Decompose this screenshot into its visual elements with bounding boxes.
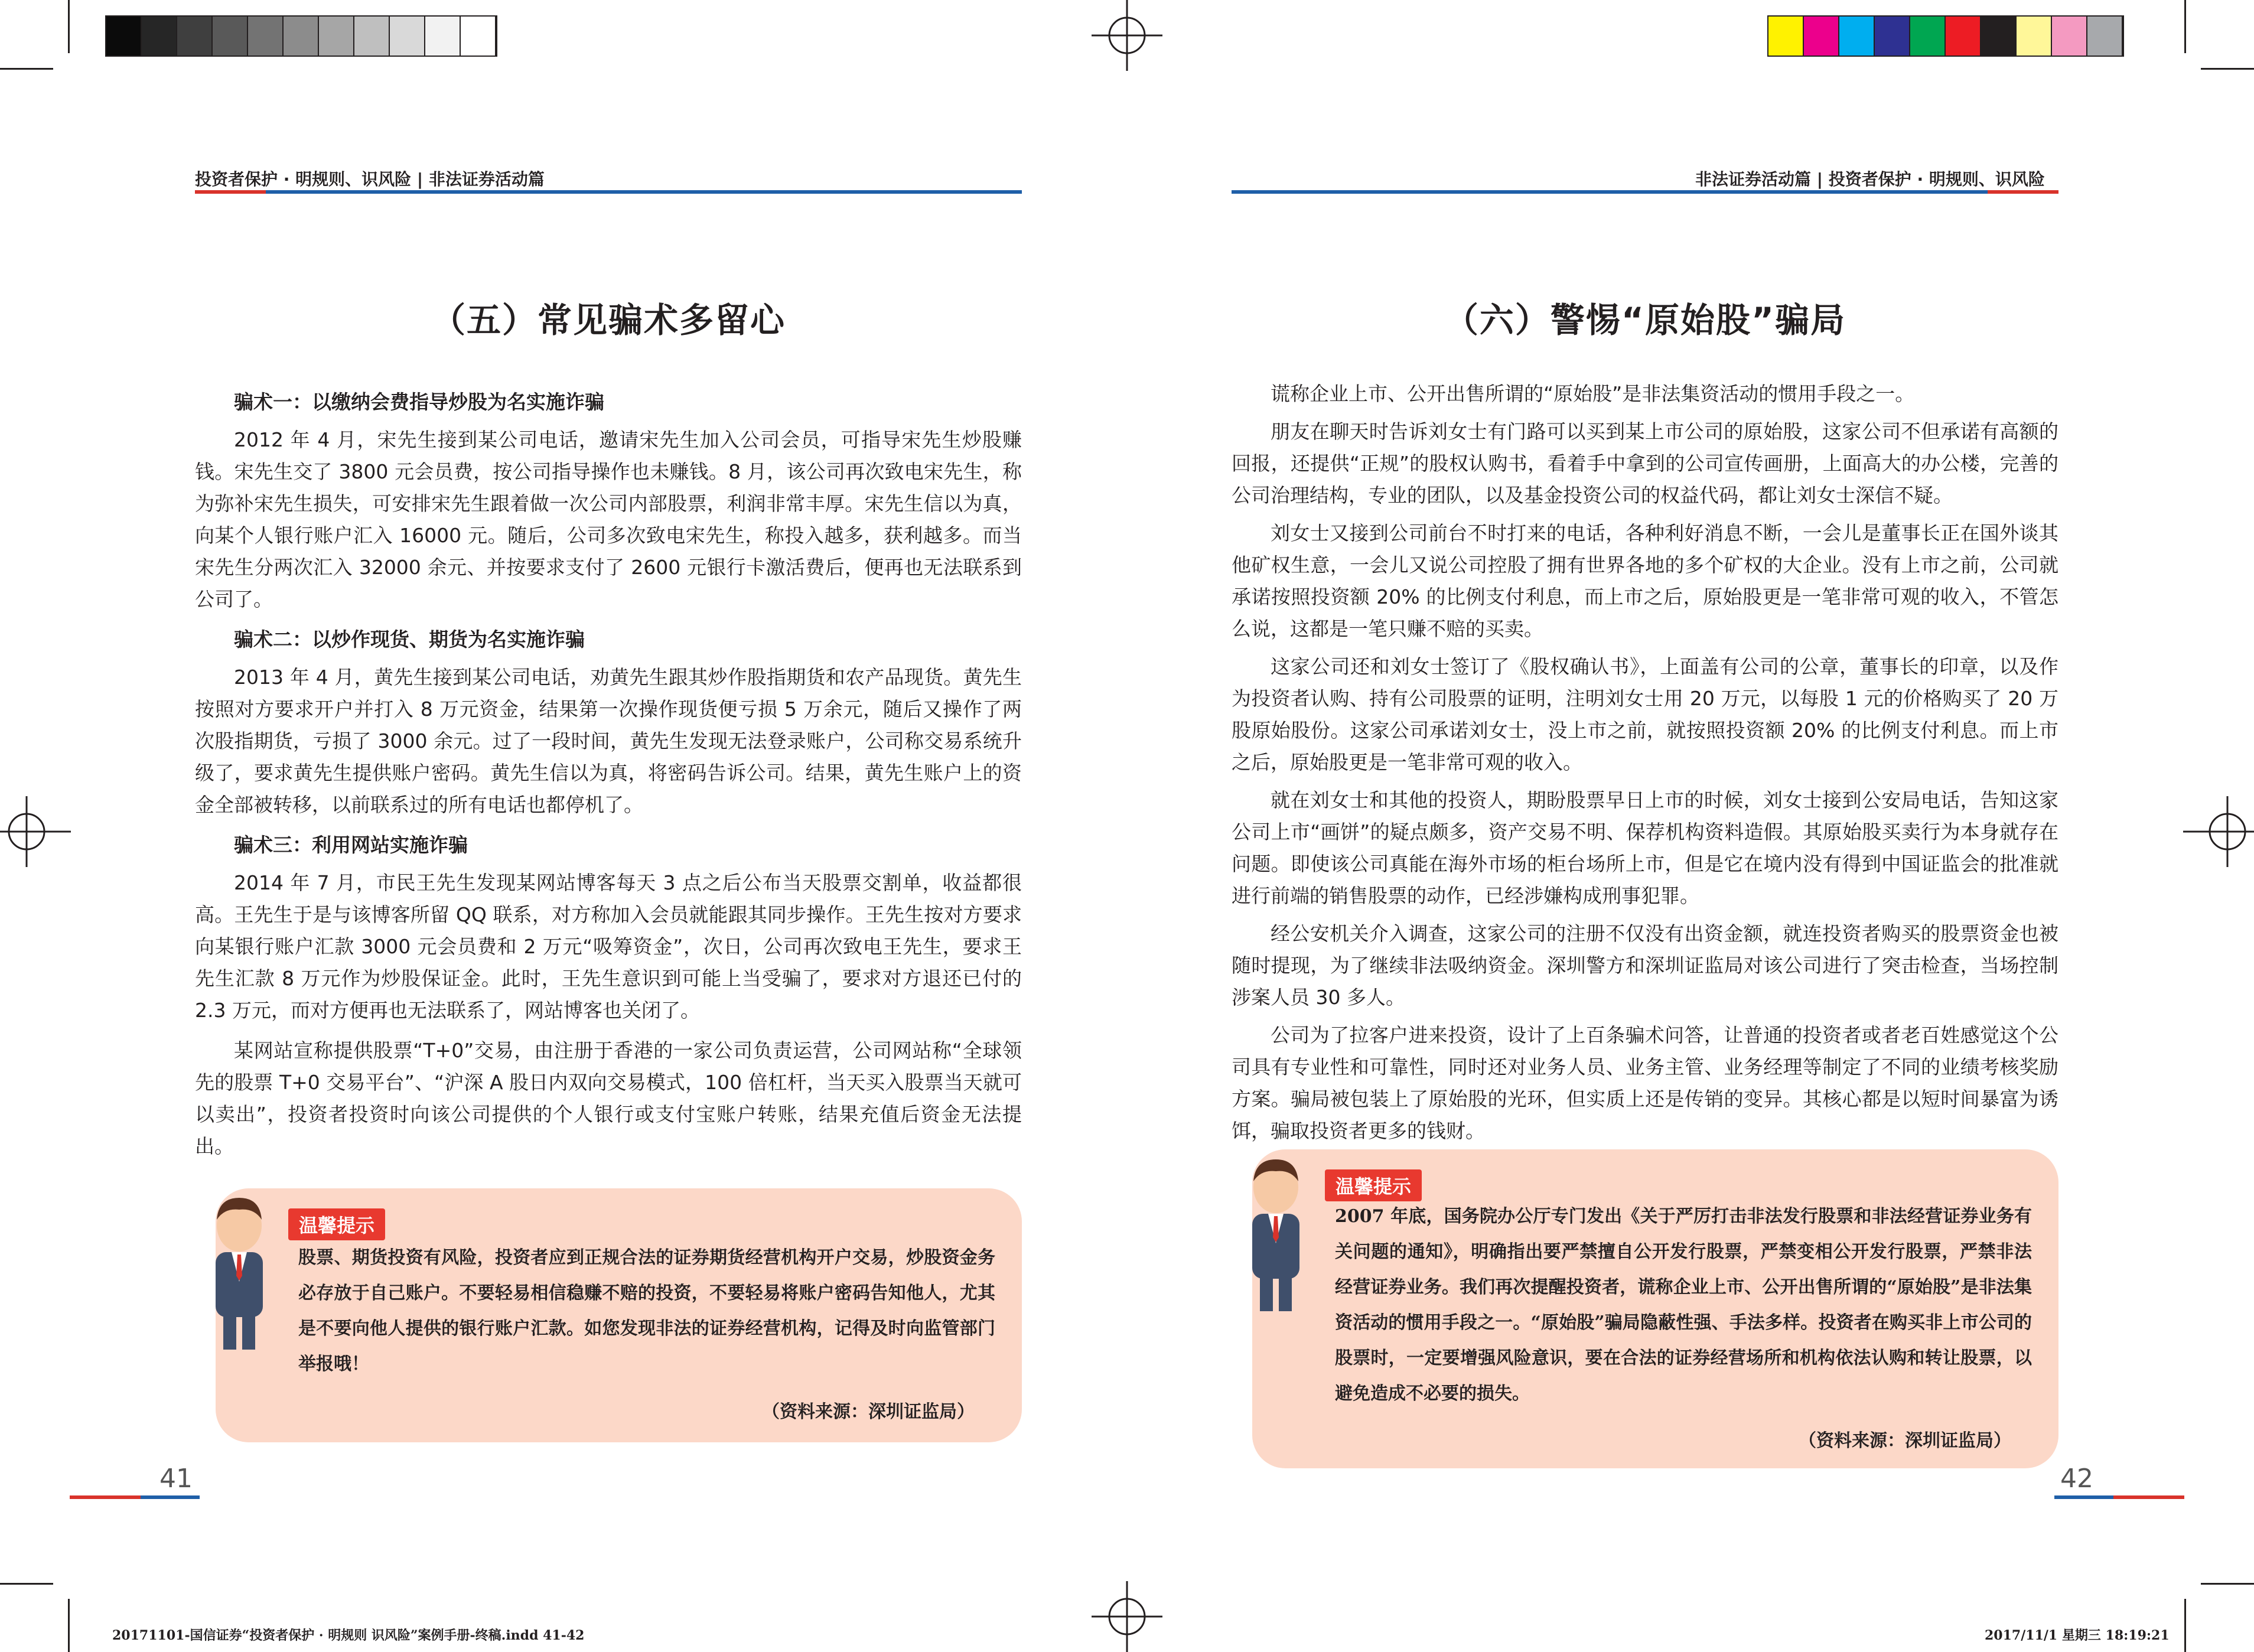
tip-source-right: （资料来源：深圳证监局）: [1799, 1431, 2011, 1451]
gray-swatch: [177, 17, 213, 56]
slug-filename: 20171101-国信证券“投资者保护 · 明规则 识风险”案例手册-终稿.indd 41-42: [112, 1628, 585, 1643]
paragraph-7: 公司为了拉客户进来投资，设计了上百条骗术问答，让普通的投资者或者老百姓感觉这个公司具有专业性和可靠性，同时还对业务人员、业务主管、业务经理等制定了不同的业绩考核奖励方案。骗局被包装上了原始股的光环，但实质上还是传销的变异。其核心都是以短时间暴富为诱饵，骗取投资者更多的钱财。: [1232, 1024, 2058, 1142]
header-rule-red: [195, 190, 266, 194]
tip-label-right: 温馨提示: [1325, 1169, 1422, 1201]
advisor-avatar-icon: [201, 1193, 278, 1353]
crop-mark: [0, 1583, 53, 1585]
gray-swatch: [284, 17, 319, 56]
gray-swatch: [390, 17, 425, 56]
extra-paragraph: 某网站宣称提供股票“T+0”交易，由注册于香港的一家公司负责运营，公司网站称“全球领先的股票 T+0 交易平台”、“沪深 A 股日内双向交易模式，100 倍杠杆，当天买入股票当天就可以卖出”，投资者投资时向该公司提供的个人银行或支付宝账户转账，结果充值后资金无法提出。: [195, 1039, 1022, 1158]
section-title-left: （五）常见骗术多留心: [431, 300, 786, 340]
footer-rule-red-right: [2113, 1495, 2184, 1499]
running-head-right: 非法证券活动篇 | 投资者保护 · 明规则、识风险: [1695, 170, 2045, 189]
crop-mark: [2201, 1583, 2254, 1585]
gray-swatch: [354, 17, 390, 56]
registration-mark-right: [2183, 796, 2254, 867]
color-swatch: [1946, 17, 1981, 56]
page-number-right: 42: [2060, 1464, 2093, 1494]
crop-mark: [2184, 0, 2186, 53]
registration-mark-left: [0, 796, 71, 867]
color-calibration-bar: [1767, 15, 2124, 57]
paragraph-1: 谎称企业上市、公开出售所谓的“原始股”是非法集资活动的惯用手段之一。: [1271, 382, 1915, 405]
advisor-avatar-icon-right: [1237, 1155, 1314, 1314]
scam-body-1: 2012 年 4 月，宋先生接到某公司电话，邀请宋先生加入公司会员，可指导宋先生炒股赚钱。宋先生交了 3800 元会员费，按公司指导操作也未赚钱。8 月，该公司再次致电宋先生，称为弥补宋先生损失，可安排宋先生跟着做一次公司内部股票，利润非常丰厚。宋先生信以为真，向某个人银行账户汇入 16000 元。随后，公司多次致电宋先生，称投入越多，获利越多。而当宋先生分两次汇入 32000 余元、并按要求支付了 2600 元银行卡激活费后，便再也无法联系到公司了。: [195, 428, 1022, 611]
tip-text-left: 股票、期货投资有风险，投资者应到正规合法的证券期货经营机构开户交易，炒股资金务必存放于自己账户。不要轻易相信稳赚不赔的投资，不要轻易将账户密码告知他人，尤其是不要向他人提供的银行账户汇款。如您发现非法的证券经营机构，记得及时向监管部门举报哦！: [298, 1247, 995, 1374]
paragraph-4: 这家公司还和刘女士签订了《股权确认书》，上面盖有公司的公章，董事长的印章，以及作为投资者认购、持有公司股票的证明，注明刘女士用 20 万元，以每股 1 元的价格购买了 20 万股原始股份。这家公司承诺刘女士，没上市之前，就按照投资额 20% 的比例支付利息。而上市之后，原始股更是一笔非常可观的收入。: [1232, 655, 2058, 774]
slug-timestamp: 2017/11/1 星期三 18:19:21: [1985, 1628, 2170, 1643]
color-swatch: [1804, 17, 1839, 56]
tip-text-right: 2007 年底，国务院办公厅专门发出《关于严厉打击非法发行股票和非法经营证券业务有关问题的通知》，明确指出要严禁擅自公开发行股票，严禁变相公开发行股票，严禁非法经营证券业务。我们再次提醒投资者，谎称企业上市、公开出售所谓的“原始股”是非法集资活动的惯用手段之一。“原始股”骗局隐蔽性强、手法多样。投资者在购买非上市公司的股票时，一定要增强风险意识，要在合法的证券经营场所和机构依法认购和转让股票，以避免造成不必要的损失。: [1335, 1206, 2032, 1404]
crop-mark: [0, 68, 53, 70]
color-swatch: [2087, 17, 2123, 56]
footer-rule-red: [70, 1495, 141, 1499]
gray-swatch: [248, 17, 284, 56]
color-swatch: [1875, 17, 1910, 56]
gray-swatch: [106, 17, 142, 56]
paragraph-5: 就在刘女士和其他的投资人，期盼股票早日上市的时候，刘女士接到公安局电话，告知这家公司上市“画饼”的疑点颇多，资产交易不明、保荐机构资料造假。其原始股买卖行为本身就存在问题。即使该公司真能在海外市场的柜台场所上市，但是它在境内没有得到中国证监会的批准就进行前端的销售股票的动作，已经涉嫌构成刑事犯罪。: [1232, 788, 2058, 907]
gray-swatch: [142, 17, 177, 56]
scam-body-3: 2014 年 7 月，市民王先生发现某网站博客每天 3 点之后公布当天股票交割单，收益都很高。王先生于是与该博客所留 QQ 联系，对方称加入会员就能跟其同步操作。王先生按对方要求向某银行账户汇款 3000 元会员费和 2 万元“吸筹资金”，次日，公司再次致电王先生，要求王先生汇款 8 万元作为炒股保证金。此时，王先生意识到可能上当受骗了，要求对方退还已付的 2.3 万元，而对方便再也无法联系了，网站博客也关闭了。: [195, 871, 1022, 1022]
scam-body-2: 2013 年 4 月，黄先生接到某公司电话，劝黄先生跟其炒作股指期货和农产品现货。黄先生按照对方要求开户并打入 8 万元资金，结果第一次操作现货便亏损 5 万余元，随后又操作了两次股指期货，亏损了 3000 余元。过了一段时间，黄先生发现无法登录账户，公司称交易系统升级了，要求黄先生提供账户密码。黄先生信以为真，将密码告诉公司。结果，黄先生账户上的资金全部被转移，以前联系过的所有电话也都停机了。: [195, 666, 1022, 816]
grayscale-calibration-bar: [105, 15, 497, 57]
gray-swatch: [461, 17, 496, 56]
page-number-left: 41: [159, 1464, 193, 1494]
color-swatch: [2017, 17, 2052, 56]
header-rule-red-right: [1988, 190, 2058, 194]
crop-mark: [68, 1599, 70, 1652]
crop-mark: [2184, 1599, 2186, 1652]
paragraph-3: 刘女士又接到公司前台不时打来的电话，各种利好消息不断，一会儿是董事长正在国外谈其他矿权生意，一会儿又说公司控股了拥有世界各地的多个矿权的大企业。没有上市之前，公司就承诺按照投资额 20% 的比例支付利息，而上市之后，原始股更是一笔非常可观的收入，不管怎么说，这都是一笔只赚不赔的买卖。: [1232, 522, 2058, 640]
tip-source-left: （资料来源：深圳证监局）: [762, 1402, 975, 1422]
registration-mark-bottom: [1092, 1581, 1162, 1652]
color-swatch: [1981, 17, 2017, 56]
registration-mark-top: [1092, 0, 1162, 71]
color-swatch: [1910, 17, 1946, 56]
right-column: [1232, 378, 2058, 1153]
scam-heading-3: 骗术三：利用网站实施诈骗: [234, 833, 468, 856]
footer-rule-blue-right: [2054, 1495, 2113, 1499]
left-column: [195, 378, 1022, 1168]
running-head-left: 投资者保护 · 明规则、识风险 | 非法证券活动篇: [195, 170, 545, 189]
section-title-right: （六）警惕“原始股”骗局: [1444, 300, 1846, 340]
color-swatch: [1839, 17, 1875, 56]
color-swatch: [2052, 17, 2087, 56]
crop-mark: [2201, 68, 2254, 70]
gray-swatch: [319, 17, 354, 56]
footer-rule-blue: [141, 1495, 200, 1499]
header-rule-blue-right: [1232, 190, 1988, 194]
paragraph-6: 经公安机关介入调查，这家公司的注册不仅没有出资金额，就连投资者购买的股票资金也被随时提现，为了继续非法吸纳资金。深圳警方和深圳证监局对该公司进行了突击检查，当场控制涉案人员 30 多人。: [1232, 922, 2058, 1009]
paragraph-2: 朋友在聊天时告诉刘女士有门路可以买到某上市公司的原始股，这家公司不但承诺有高额的回报，还提供“正规”的股权认购书，看着手中拿到的公司宣传画册，上面高大的办公楼，完善的公司治理结构，专业的团队，以及基金投资公司的权益代码，都让刘女士深信不疑。: [1232, 420, 2058, 507]
gray-swatch: [425, 17, 461, 56]
crop-mark: [68, 0, 70, 53]
scam-heading-2: 骗术二：以炒作现货、期货为名实施诈骗: [234, 628, 585, 651]
gray-swatch: [213, 17, 248, 56]
scam-heading-1: 骗术一：以缴纳会费指导炒股为名实施诈骗: [234, 390, 604, 413]
tip-label-left: 温馨提示: [288, 1208, 385, 1240]
color-swatch: [1768, 17, 1804, 56]
header-rule-blue: [266, 190, 1022, 194]
